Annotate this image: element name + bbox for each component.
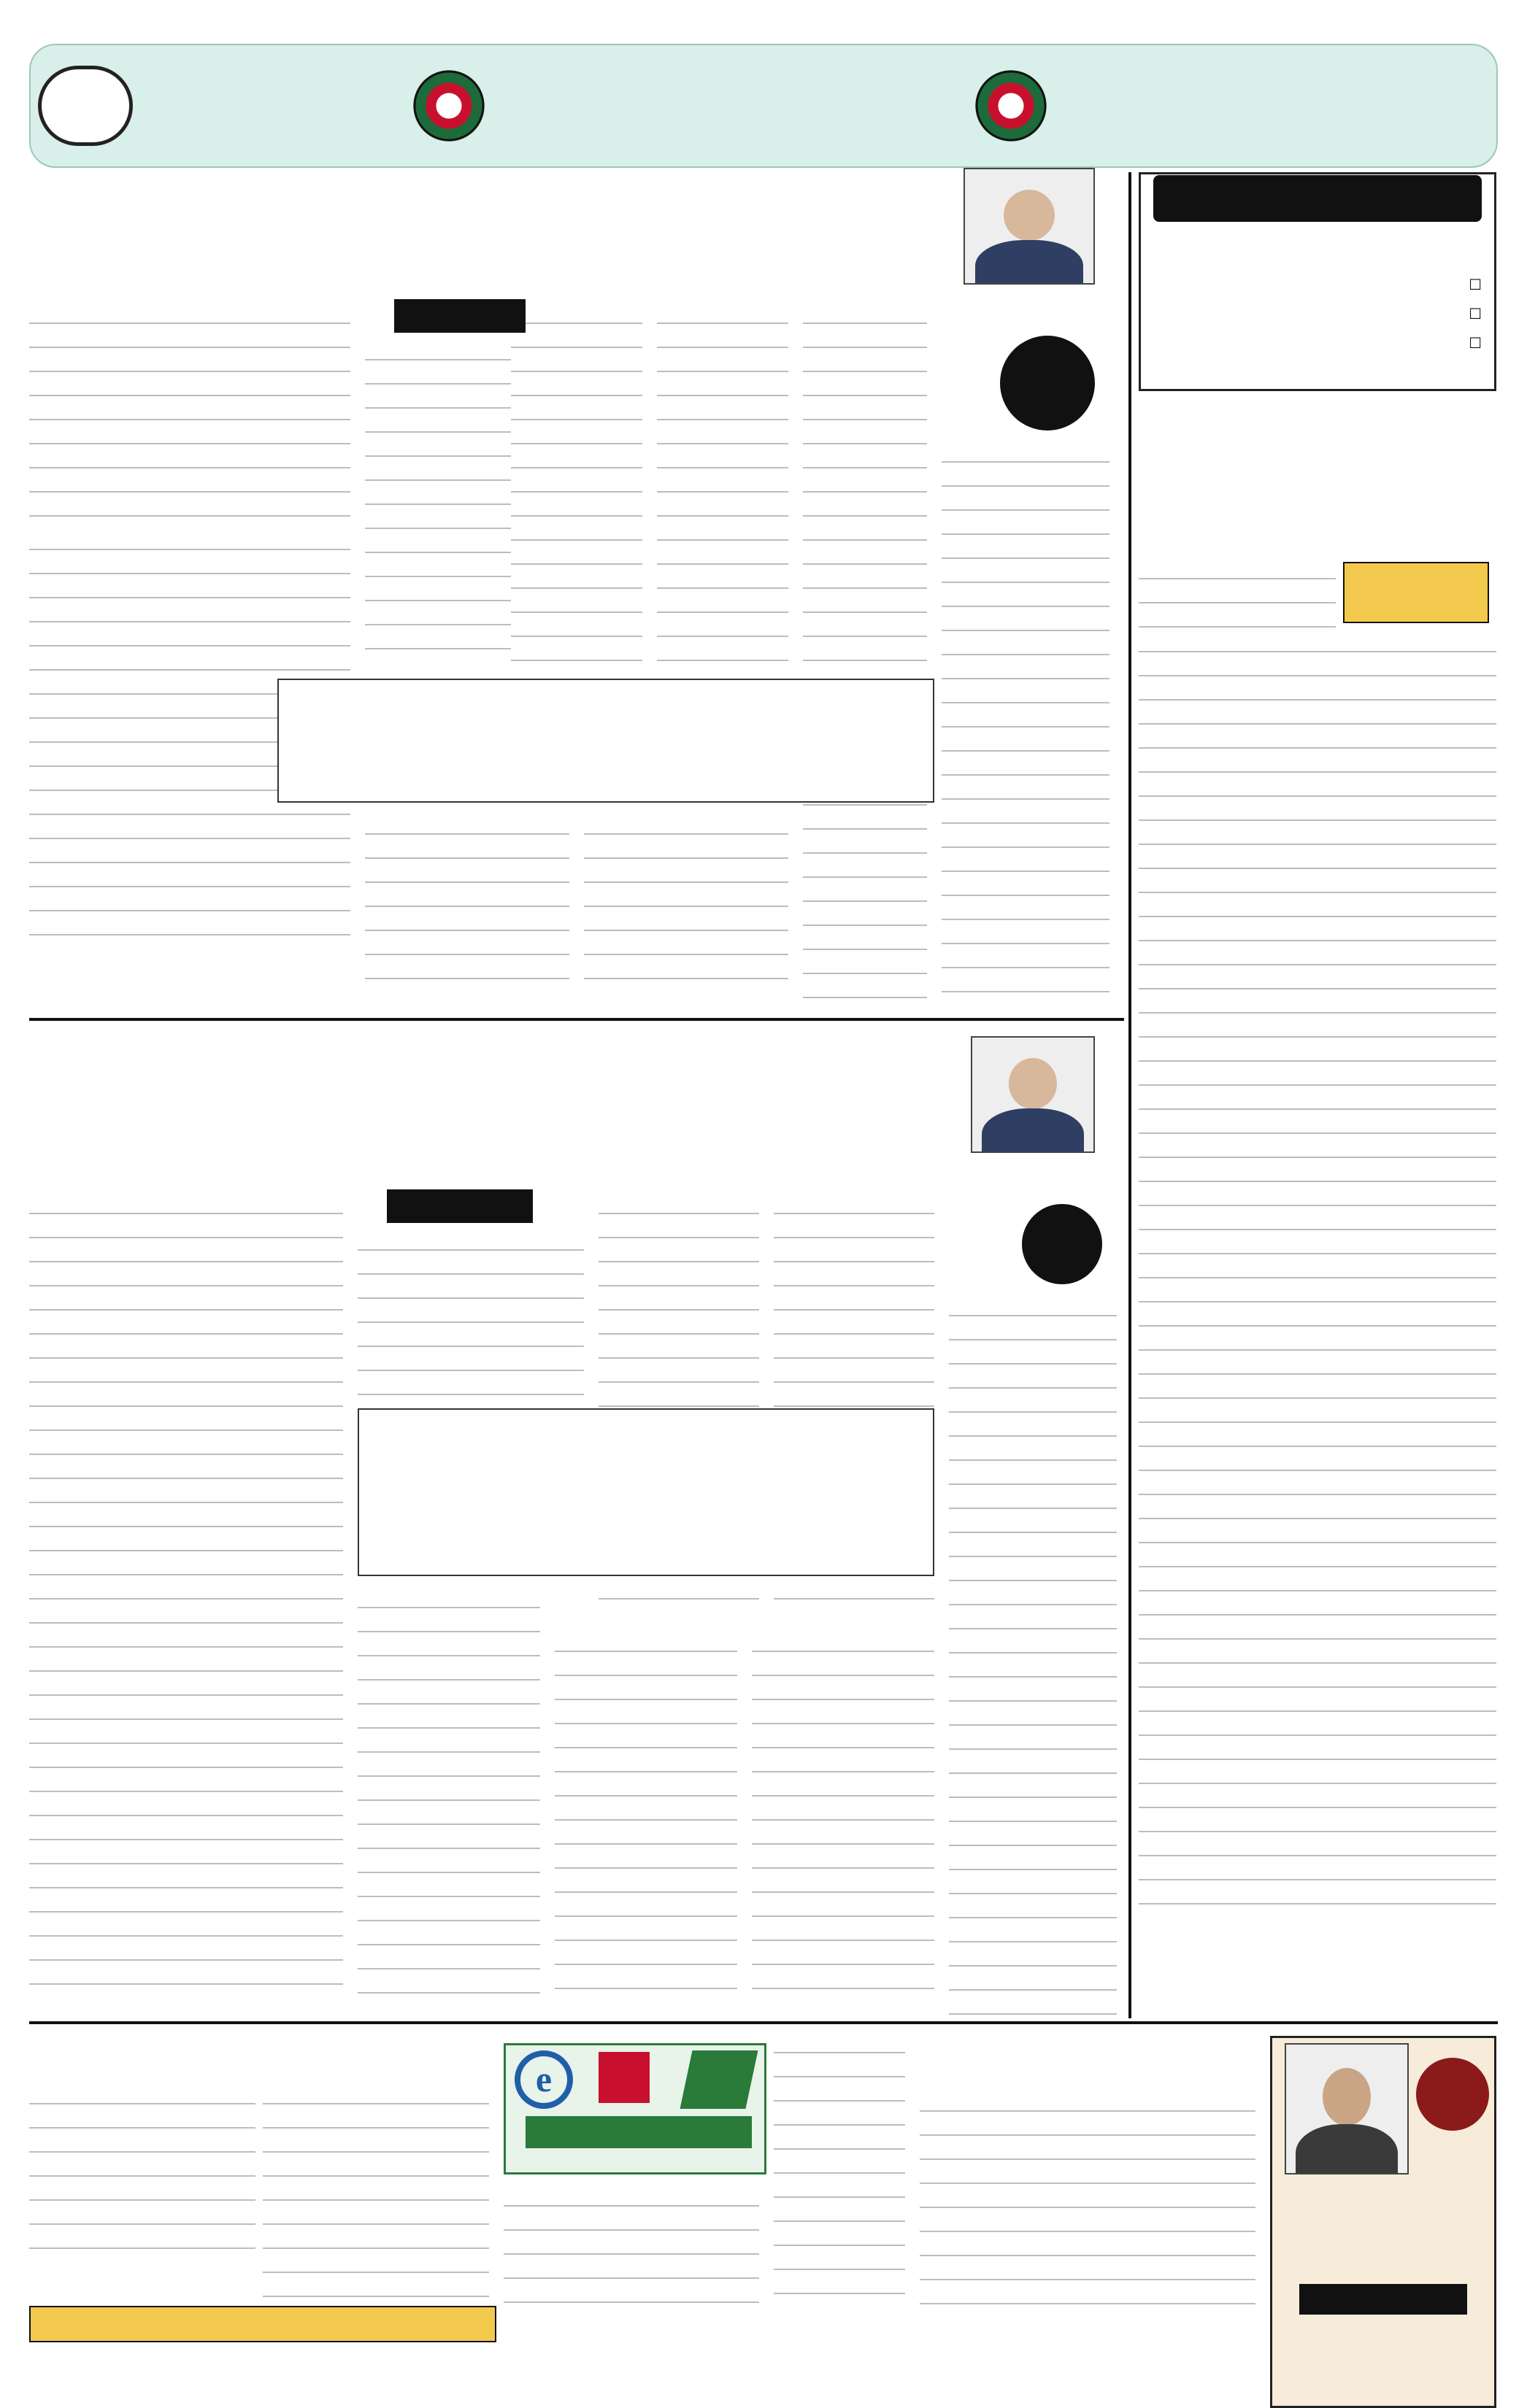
aqwal-item: ☐ — [1469, 334, 1482, 352]
poet-name — [1299, 2284, 1467, 2315]
poet-photo — [1285, 2043, 1409, 2174]
article1-column — [584, 817, 788, 1000]
article1-column — [942, 445, 1109, 1000]
article1-column — [365, 343, 511, 664]
article2-column — [29, 1197, 343, 1985]
mailbox-icon — [599, 2052, 650, 2103]
emblem-icon — [971, 66, 1051, 146]
column-badge — [1022, 1204, 1102, 1284]
pull-quote — [358, 1408, 934, 1576]
masthead-logo — [153, 54, 365, 163]
aqwal-item: ☐ — [1469, 276, 1482, 293]
column-divider — [1128, 172, 1131, 2018]
safai-column — [263, 2087, 489, 2306]
article1-column — [29, 306, 350, 525]
divider — [29, 1018, 1124, 1021]
article1-column — [657, 306, 788, 664]
marasalat-column — [504, 2189, 759, 2313]
article2-column — [949, 1299, 1117, 2029]
pull-quote — [277, 679, 934, 803]
social-column — [920, 2094, 1255, 2313]
pen-icon — [680, 2050, 758, 2109]
analysis-tag — [394, 299, 526, 333]
marasalat-label — [526, 2116, 752, 2148]
article1-column — [511, 306, 642, 664]
article1-column — [365, 817, 569, 1000]
sidebar-logo — [1190, 406, 1409, 493]
safai-column — [29, 2087, 255, 2255]
internet-icon: e — [515, 2050, 573, 2109]
aqwal-title — [1153, 175, 1482, 222]
article2-column — [555, 1635, 737, 1999]
sidebar-column — [1139, 635, 1496, 1905]
article2-column — [752, 1635, 934, 1999]
aaina-label — [1416, 2058, 1489, 2131]
social-column — [774, 2036, 905, 2313]
notice-box — [29, 2306, 496, 2342]
article2-column — [358, 1591, 540, 1999]
column-badge — [1000, 336, 1095, 431]
divider — [29, 2021, 1498, 2024]
aqwal-item: ☐ — [1469, 305, 1482, 323]
author-photo — [963, 168, 1095, 285]
analysis-tag — [387, 1189, 533, 1223]
article1-column — [803, 306, 927, 1000]
section-badge — [1343, 562, 1489, 623]
page-number — [38, 66, 133, 146]
author-photo — [971, 1036, 1095, 1153]
aqwal-list — [1153, 270, 1482, 358]
emblem-icon — [409, 66, 489, 146]
sidebar-column — [1139, 562, 1336, 628]
article2-column — [358, 1233, 584, 1401]
